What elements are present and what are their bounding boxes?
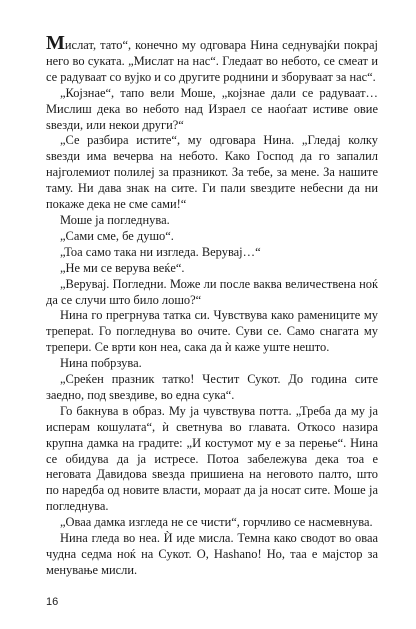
paragraph-8: „Верувај. Погледни. Може ли после ваква величествена ноќ да се случи што било лошо?“ <box>46 276 378 307</box>
paragraph-7: „Не ми се верува веќе“. <box>60 260 185 275</box>
paragraph-11: „Среќен празник татко! Честит Сукот. До година сите заедно, под ѕвездиве, во една сука“. <box>46 372 378 402</box>
paragraph-10: Нина побрзува. <box>60 356 142 371</box>
page-number: 16 <box>46 596 59 608</box>
paragraph-13: „Оваа дамка изгледа не се чисти“, горчливо се насмевнува. <box>60 515 373 530</box>
body-text <box>46 32 378 579</box>
paragraph-6: „Тоа само така ни изгледа. Верувај…“ <box>60 244 261 259</box>
paragraph-12: Го бакнува в образ. Му ја чувствува потта. „Треба да му ја исперам кошулата“, ѝ светнува во главата. Откосо назира крупна дамка на градите: „И костумот му е за перење“. Нина се обидува да ја истресе. Потоа забележува дека тоа е неговата Давидова ѕвезда пришиена на неговото палто, што по наредба од новите власти, мораат да ја носат сите. Моше ја погледнува. <box>46 403 378 514</box>
paragraph-4: Моше ја погледнува. <box>60 212 170 227</box>
paragraph-1-text: ислат, тато“, конечно му одговара Нина седнувајќи покрај него во суката. „Мислат на нас“. Гледаат во небото, се смеат и се радуваат со вујко и со другите роднини и зборуваат за нас“. <box>46 38 378 84</box>
drop-cap: М <box>46 32 65 54</box>
paragraph-2: „Којзнае“, тапо вели Моше, „којзнае дали се радуваат… Мислиш дека во небото над Израел се наоѓаат истиве овие ѕвезди, или некои други?“ <box>46 85 378 132</box>
paragraph-5: „Сами сме, бе душо“. <box>60 228 174 243</box>
paragraph-9: Нина го прегрнува татка си. Чувствува како рамениците му трепераt. Го погледнува во очите. Суви се. Само снагата му трепери. Се врти кон неа, сака да ѝ каже уште нешто. <box>46 308 378 355</box>
paragraph-3: „Се разбира истите“, му одговара Нина. „Гледај колку ѕвезди има вечерва на небото. Како Господ да го запалил најголемиот полилеј за празникот. За тебе, за мене. За нашите таму. Ни дава знак на сите. Ги пали ѕвездите небесни да ни покаже дека не сме сами!“ <box>46 133 378 212</box>
paragraph-1 <box>46 32 378 86</box>
paragraph-14: Нина гледа во неа. Ѝ идe мисла. Темна како сводот во оваа чудна седма ноќ на Сукот. О, Hashano! Но, таа е мајстор за менување мисли. <box>46 531 378 577</box>
